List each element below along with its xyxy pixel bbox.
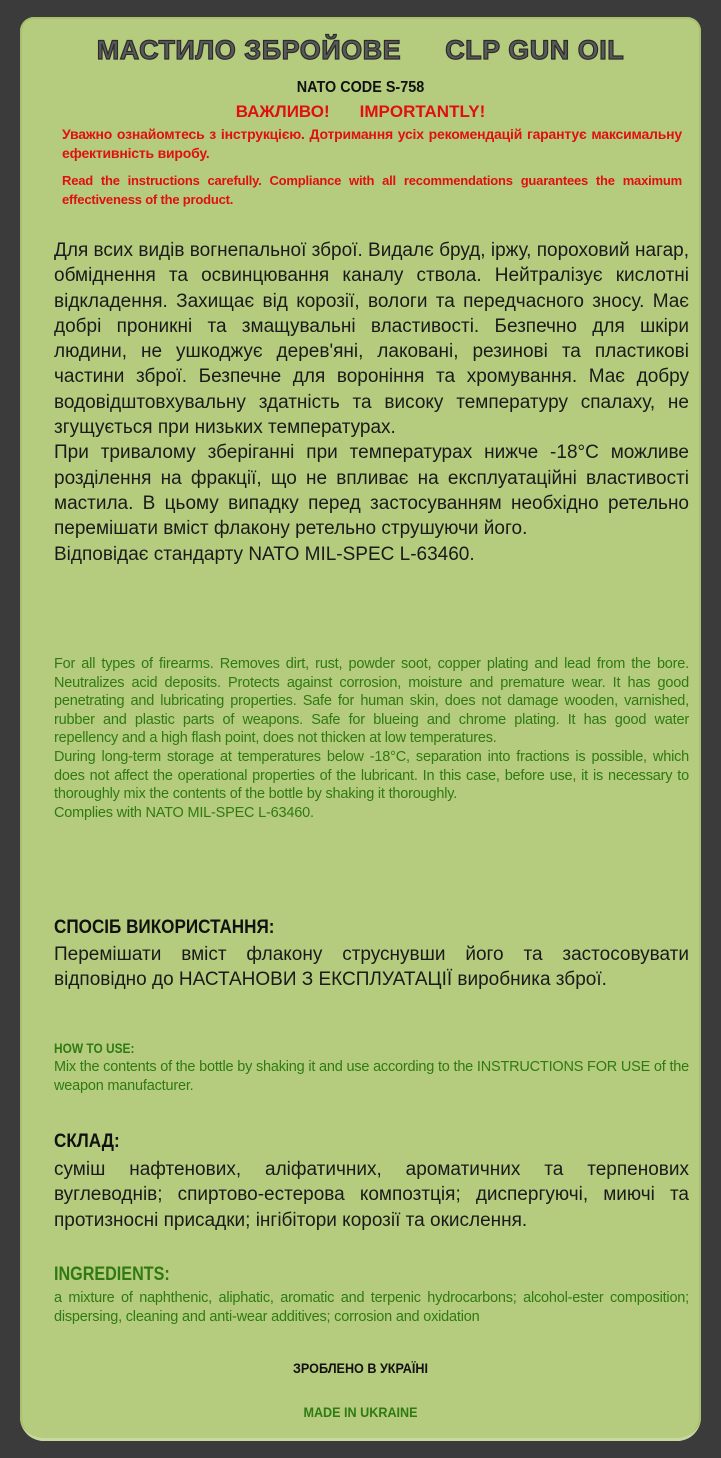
usage-text-en: Mix the contents of the bottle by shaking it and use according to the INSTRUCTIONS FOR USE of the weapon manufacturer.: [54, 1059, 690, 1094]
usage-text-ua: Перемішати вміст флакону струснувши його та застосовувати відповідно до НАСТАНОВИ З ЕКСПЛУАТАЦІЇ виробника зброї.: [54, 944, 689, 991]
description-ua-p2: При тривалому зберіганні при температурах нижче -18°C можливе розділення на фракції, що не впливає на експлуатаційні властивості мастила. В цьому випадку перед застосуванням необхідно ретельно перемішати вміст флакону ретельно струшуючи його.: [54, 442, 689, 540]
label-panel: [20, 17, 701, 1441]
description-ua: [54, 238, 689, 567]
important-en: IMPORTANTLY!: [359, 102, 486, 121]
warning-text-en: Read the instructions carefully. Compliance with all recommendations guarantees the maximum effectiveness of the product.: [62, 173, 682, 207]
composition-text-ua: суміш нафтенових, аліфатичних, ароматичних та терпенових вуглеводнів; спиртово-естерова композтція; диспергуючі, миючі та протизносні присадки; інгібітори корозії та окислення.: [54, 1159, 689, 1231]
description-en-p2: During long-term storage at temperatures below -18°C, separation into fractions is possible, which does not affect the operational properties of the lubricant. In this case, before use, it is necessary to thoroughly mix the contents of the bottle by shaking it thoroughly.: [54, 748, 689, 803]
usage-heading-ua: СПОСІБ ВИКОРИСТАННЯ:: [54, 917, 275, 938]
important-heading: [20, 102, 701, 122]
description-en: [54, 655, 689, 822]
product-title-en: CLP GUN OIL: [445, 35, 625, 65]
composition-heading-en: INGREDIENTS:: [54, 1264, 170, 1285]
description-en-p3: Complies with NATO MIL-SPEC L-63460.: [54, 804, 314, 821]
composition-text-en: a mixture of naphthenic, aliphatic, aromatic and terpenic hydrocarbons; alcohol-ester composition; dispersing, cleaning and anti-wear additives; corrosion and oxidation: [54, 1290, 689, 1325]
nato-code: NATO CODE S-758: [296, 79, 425, 96]
usage-heading-en: HOW TO USE:: [54, 1040, 135, 1056]
description-ua-p1: Для всих видів вогнепальної зброї. Видалє бруд, іржу, пороховий нагар, обміднення та освинцювання каналу ствола. Нейтралізує кислотні відкладення. Захищає від корозії, вологи та передчасного зносу. Має добрі проникні та змащувальні властивості. Безпечно для шкіри людини, не ушкоджує дерев'яні, лаковані, резинові та пластикові частини зброї. Безпечне для вороніння та хромування. Має добру водовідштовхувальну здатність та високу температуру спалаху, не згущується при низьких температурах.: [54, 240, 689, 439]
description-en-p1: For all types of firearms. Removes dirt, rust, powder soot, copper plating and lead from the bore. Neutralizes acid deposits. Protects against corrosion, moisture and premature wear. It has good penetrating and lubricating properties. Safe for human skin, does not damage wooden, varnished, rubber and plastic parts of weapons. Safe for blueing and chrome plating. It has good water repellency and a high flash point, does not thicken at low temperatures.: [54, 656, 689, 747]
product-title: [20, 35, 701, 66]
made-in-ukraine-ua: ЗРОБЛЕНО В УКРАЇНІ: [293, 1360, 428, 1376]
composition-heading-ua: СКЛАД:: [54, 1131, 120, 1152]
description-ua-p3: Відповідає стандарту NATO MIL-SPEC L-63460.: [54, 543, 475, 565]
warning-text-ua: Уважно ознайомтесь з інструкцією. Дотримання усіх рекомендацій гарантує максимальну ефективність виробу.: [62, 126, 682, 161]
important-ua: ВАЖЛИВО!: [235, 102, 330, 121]
product-title-ua: МАСТИЛО ЗБРОЙОВЕ: [96, 35, 402, 65]
made-in-ukraine-en: MADE IN UKRAINE: [303, 1404, 418, 1420]
